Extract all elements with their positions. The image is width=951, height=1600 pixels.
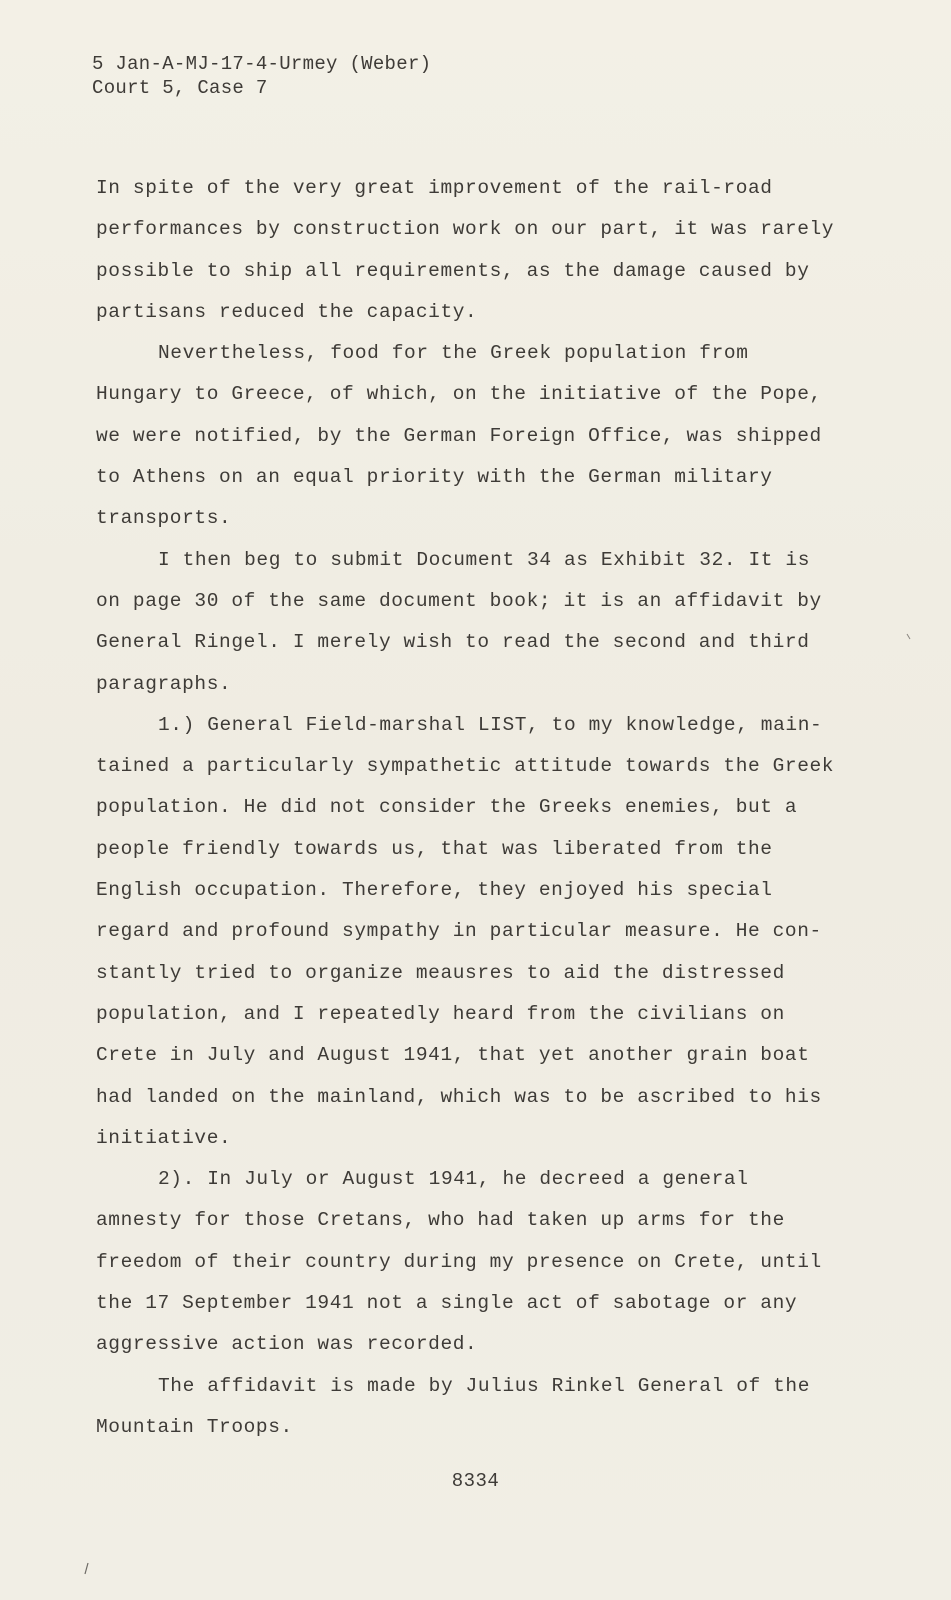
paragraph-exhibit [96, 540, 856, 705]
text-line: In spite of the very great improvement of the rail-road [96, 177, 773, 199]
text-line: partisans reduced the capacity. [96, 300, 478, 323]
text-line: people friendly towards us, that was liberated from the [96, 837, 773, 860]
text-line: the 17 September 1941 not a single act of sabotage or any [96, 1292, 798, 1315]
text-line: English occupation. Therefore, they enjoyed his special [96, 879, 773, 902]
text-line: population, and I repeatedly heard from the civilians on [96, 1002, 785, 1025]
text-line: regard and profound sympathy in particular measure. He con- [96, 920, 822, 943]
text-line: paragraphs. [96, 672, 232, 695]
document-header [92, 52, 431, 100]
text-line: stantly tried to organize meausres to aid the distressed [96, 961, 785, 984]
text-line: population. He did not consider the Greeks enemies, but a [96, 796, 798, 819]
text-line: Hungary to Greece, of which, on the initiative of the Pope, [96, 383, 822, 406]
text-line: Nevertheless, food for the Greek population from [158, 342, 749, 365]
text-line: I then beg to submit Document 34 as Exhibit 32. It is [158, 548, 811, 571]
text-line: aggressive action was recorded. [96, 1333, 478, 1356]
text-line: The affidavit is made by Julius Rinkel General of the [158, 1374, 811, 1397]
paragraph-affidavit-point-2 [96, 1159, 856, 1365]
header-reference: 5 Jan-A-MJ-17-4-Urmey (Weber) [92, 53, 432, 75]
header-court-case: Court 5, Case 7 [92, 77, 268, 99]
text-line: had landed on the mainland, which was to be ascribed to his [96, 1085, 822, 1108]
text-line: 2). In July or August 1941, he decreed a general [158, 1168, 749, 1191]
stray-pen-mark-icon [80, 1560, 92, 1578]
text-line: General Ringel. I merely wish to read the second and third [96, 631, 810, 654]
text-line: freedom of their country during my presence on Crete, until [96, 1250, 822, 1273]
text-line: on page 30 of the same document book; it is an affidavit by [96, 589, 822, 612]
text-line: 1.) General Field-marshal LIST, to my knowledge, main- [158, 713, 823, 736]
text-line: Crete in July and August 1941, that yet another grain boat [96, 1044, 810, 1067]
stray-dot-icon [905, 632, 915, 642]
paragraph-food-shipment [96, 333, 856, 539]
text-line: performances by construction work on our part, it was rarely [96, 218, 835, 241]
text-line: initiative. [96, 1126, 232, 1149]
text-line: Mountain Troops. [96, 1415, 293, 1438]
text-line: amnesty for those Cretans, who had taken up arms for the [96, 1209, 785, 1232]
document-body [96, 168, 856, 1448]
text-line: to Athens on an equal priority with the German military [96, 466, 773, 489]
paragraph-affiant [96, 1366, 856, 1449]
text-line: possible to ship all requirements, as the damage caused by [96, 259, 810, 282]
paragraph-affidavit-point-1 [96, 705, 856, 1159]
text-line: we were notified, by the German Foreign Office, was shipped [96, 424, 822, 447]
text-line: tained a particularly sympathetic attitude towards the Greek [96, 755, 835, 778]
page-number: 8334 [451, 1470, 500, 1492]
text-line: transports. [96, 507, 232, 530]
paragraph-rail-road [96, 168, 856, 333]
